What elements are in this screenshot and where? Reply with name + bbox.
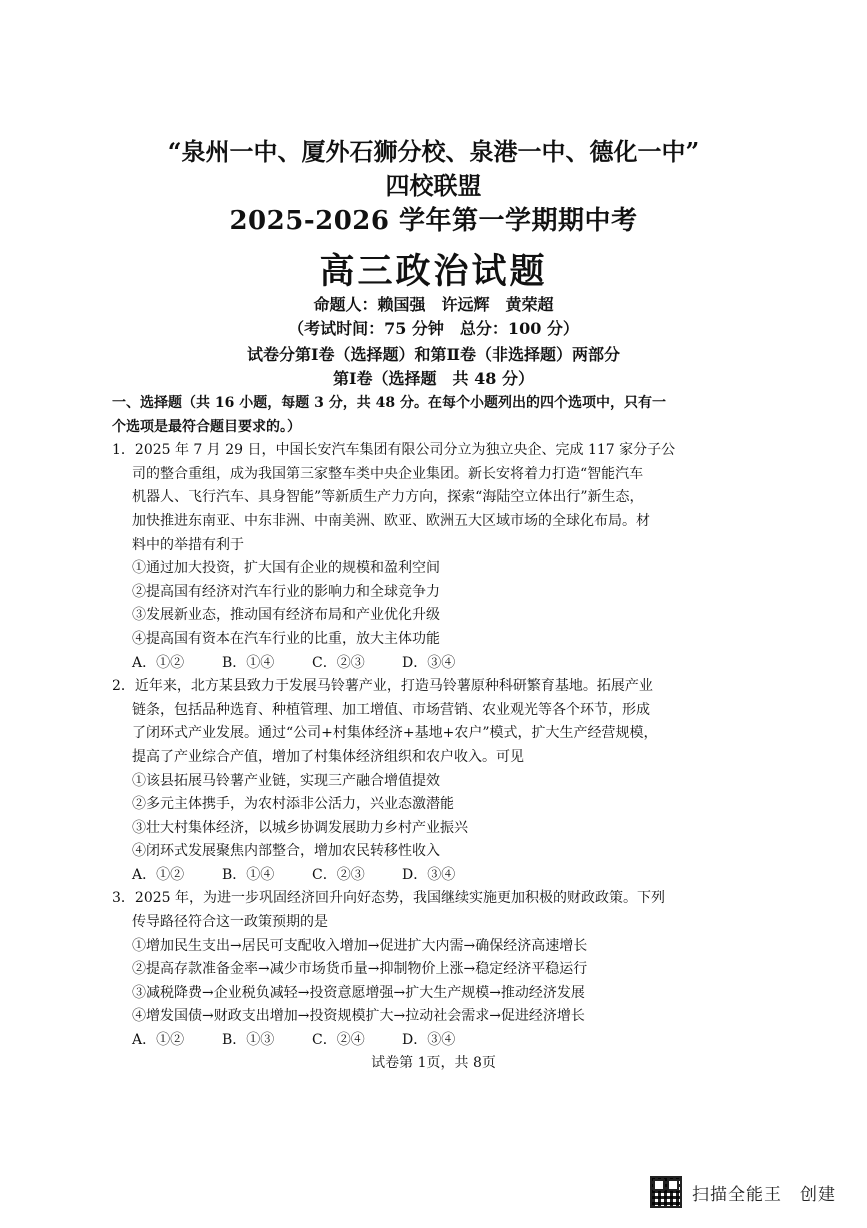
school-alliance-line: “泉州一中、厦外石狮分校、泉港一中、德化一中” <box>167 137 700 166</box>
question-2-options <box>112 864 732 888</box>
qr-code-icon <box>650 1176 682 1208</box>
question-1-options <box>112 652 732 676</box>
scanner-watermark-text: 扫描全能王 创建 <box>692 1184 836 1205</box>
question-2-line: 提高了产业综合产值，增加了村集体经济组织和农户收入。可见 <box>132 748 524 765</box>
option-b: B．①④ <box>222 654 275 671</box>
option-a: A．①② <box>132 866 185 883</box>
option-c: C．②④ <box>312 1032 365 1049</box>
page-footer: 试卷第 1页，共 8页 <box>371 1055 496 1071</box>
question-1-item: ④提高国有资本在汽车行业的比重，放大主体功能 <box>132 630 440 647</box>
question-2-item: ③壮大村集体经济，以城乡协调发展助力乡村产业振兴 <box>132 819 468 836</box>
question-2-line: 了闭环式产业发展。通过“公司+村集体经济+基地+农户”模式，扩大生产经营规模， <box>132 725 658 742</box>
question-1-item: ③发展新业态，推动国有经济布局和产业优化升级 <box>132 607 440 624</box>
option-c: C．②③ <box>312 654 365 671</box>
question-1-item: ②提高国有经济对汽车行业的影响力和全球竞争力 <box>132 583 440 600</box>
question-3-item: ④增发国债→财政支出增加→投资规模扩大→拉动社会需求→促进经济增长 <box>132 1008 585 1025</box>
question-3-line: 3．2025 年，为进一步巩固经济回升向好态势，我国继续实施更加积极的财政政策。下列 <box>112 890 665 907</box>
authors: 命题人：赖国强 许远辉 黄荣超 <box>313 295 554 314</box>
section-heading: 一、选择题（共 16 小题，每题 3 分，共 48 分。在每个小题列出的四个选项中，只有一 <box>112 395 666 411</box>
alliance-name: 四校联盟 <box>385 171 482 200</box>
exam-info: （考试时间：75 分钟 总分：100 分） <box>288 319 579 338</box>
question-2-item: ①该县拓展马铃薯产业链，实现三产融合增值提效 <box>132 772 440 789</box>
section-heading-cont: 个选项是最符合题目要求的。） <box>112 418 301 435</box>
page-title: 高三政治试题 <box>319 251 548 292</box>
scanner-watermark <box>650 1175 836 1209</box>
option-b: B．①③ <box>222 1032 275 1049</box>
question-3-line: 传导路径符合这一政策预期的是 <box>132 914 328 931</box>
question-1-line: 机器人、飞行汽车、具身智能”等新质生产力方向，探索“海陆空立体出行”新生态， <box>132 489 644 506</box>
question-3-options <box>112 1029 732 1053</box>
question-body <box>112 392 732 1053</box>
option-d: D．③④ <box>402 654 456 671</box>
question-1-line: 加快推进东南亚、中东非洲、中南美洲、欧亚、欧洲五大区域市场的全球化布局。材 <box>132 512 650 529</box>
part1-title: 第Ⅰ卷（选择题 共 48 分） <box>333 369 534 388</box>
paper-parts: 试卷分第Ⅰ卷（选择题）和第Ⅱ卷（非选择题）两部分 <box>247 345 620 364</box>
question-1-line: 料中的举措有利于 <box>132 536 244 553</box>
option-d: D．③④ <box>402 866 456 883</box>
question-1-line: 1．2025 年 7 月 29 日，中国长安汽车集团有限公司分立为独立央企、完成 117 家分子公 <box>112 442 676 459</box>
question-2-line: 2．近年来，北方某县致力于发展马铃薯产业，打造马铃薯原种科研繁育基地。拓展产业 <box>112 678 653 695</box>
question-3-item: ③减税降费→企业税负减轻→投资意愿增强→扩大生产规模→推动经济发展 <box>132 984 585 1001</box>
option-c: C．②③ <box>312 866 365 883</box>
question-3-item: ①增加民生支出→居民可支配收入增加→促进扩大内需→确保经济高速增长 <box>132 937 588 954</box>
option-a: A．①② <box>132 1032 185 1049</box>
option-a: A．①② <box>132 654 185 671</box>
question-1-item: ①通过加大投资，扩大国有企业的规模和盈利空间 <box>132 560 440 577</box>
question-2-item: ④闭环式发展聚焦内部整合，增加农民转移性收入 <box>132 843 440 860</box>
option-d: D．③④ <box>402 1032 456 1049</box>
question-2-item: ②多元主体携手，为农村添非公活力，兴业态激潜能 <box>132 796 454 813</box>
question-2-line: 链条，包括品种选育、种植管理、加工增值、市场营销、农业观光等各个环节，形成 <box>132 701 650 718</box>
question-1-line: 司的整合重组，成为我国第三家整车类中央企业集团。新长安将着力打造“智能汽车 <box>132 465 644 482</box>
term-title: 2025-2026 学年第一学期期中考 <box>229 206 638 236</box>
option-b: B．①④ <box>222 866 275 883</box>
question-3-item: ②提高存款准备金率→减少市场货币量→抑制物价上涨→稳定经济平稳运行 <box>132 961 588 978</box>
